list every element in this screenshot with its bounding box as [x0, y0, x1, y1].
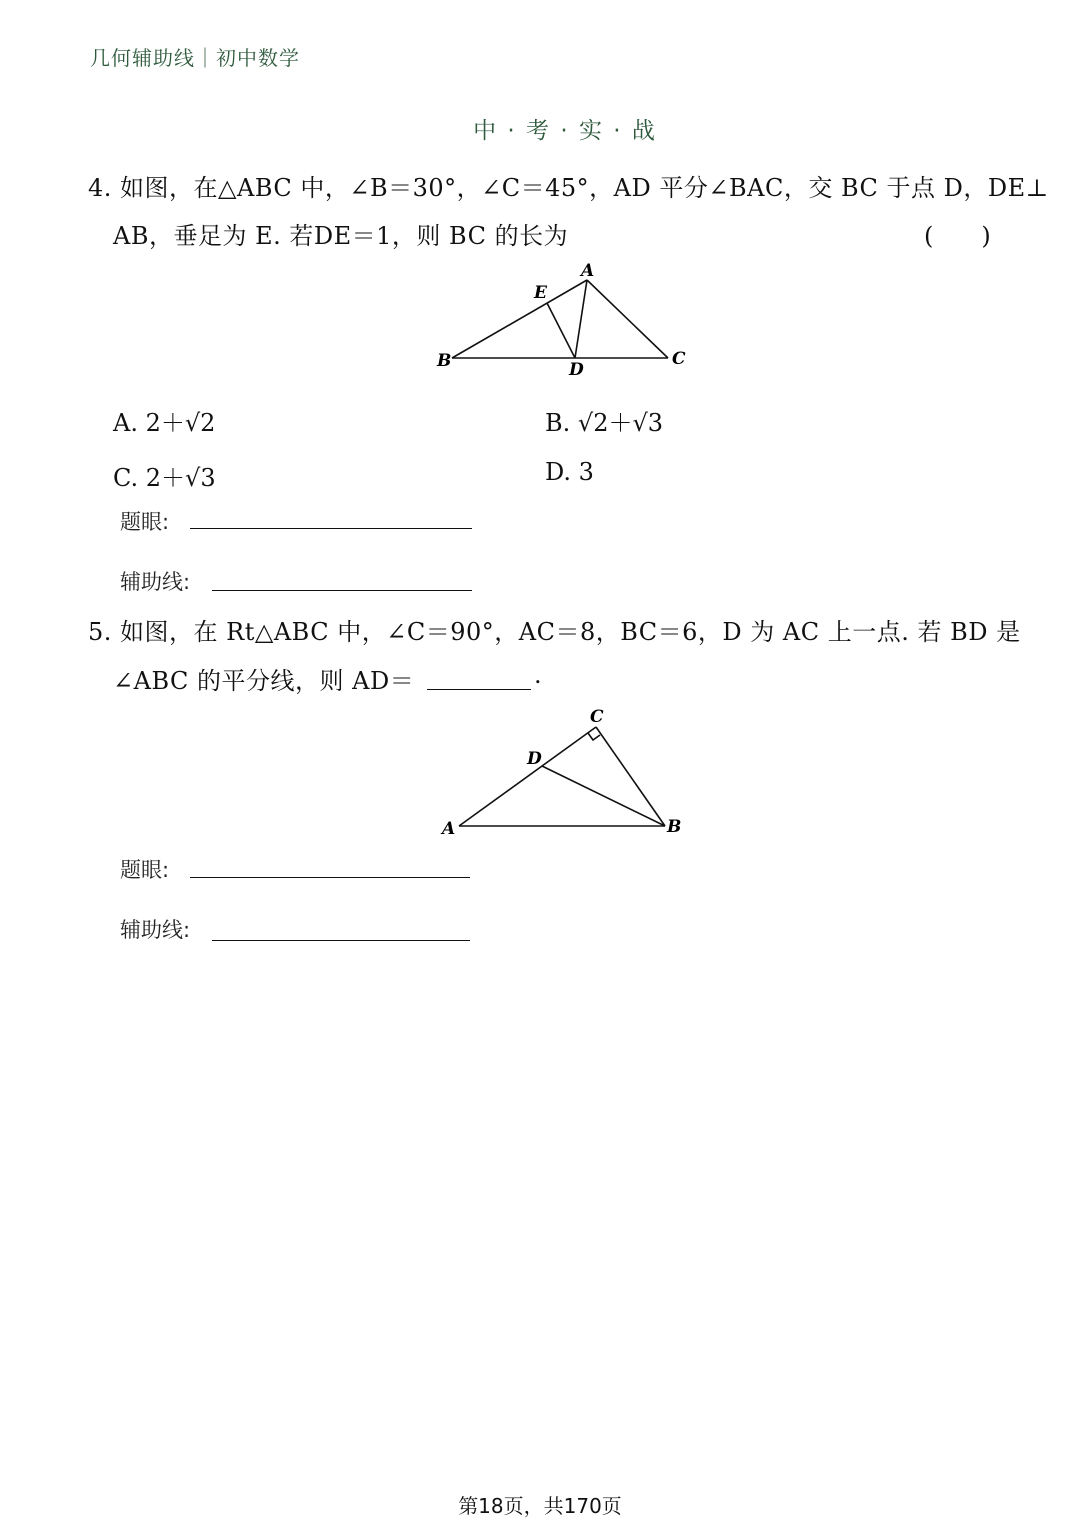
q4-line-1: 4. 如图，在△ABC 中，∠B＝30°，∠C＝45°，AD 平分∠BAC，交 BC 于点 D，DE⊥	[88, 174, 1049, 202]
q5-right-angle-mark	[588, 733, 600, 740]
q5-tiyan-label: 题眼:	[120, 858, 170, 882]
q4-tiyan-label: 题眼:	[120, 510, 170, 534]
q4-option-c: C. 2＋√3	[113, 464, 216, 492]
q5-segment-cb	[596, 727, 665, 826]
q4-option-d: D. 3	[545, 458, 594, 486]
page-footer: 第18页，共170页	[458, 1494, 622, 1518]
q5-label-b: B	[667, 817, 682, 837]
q5-segment-bd	[542, 766, 665, 826]
q4-figure	[430, 258, 710, 383]
q5-fuzhuxian-label: 辅助线:	[120, 918, 191, 942]
q5-fuzhuxian-line	[212, 940, 470, 941]
q4-label-a: A	[581, 261, 595, 281]
q5-label-c: C	[590, 707, 604, 727]
q4-option-b: B. √2＋√3	[545, 409, 664, 437]
q4-label-e: E	[534, 283, 547, 303]
q5-segment-ac	[459, 727, 596, 826]
q5-line-2: ∠ABC 的平分线，则 AD＝	[113, 667, 415, 695]
q5-line-1: 5. 如图，在 Rt△ABC 中，∠C＝90°，AC＝8，BC＝6，D 为 AC 上一点. 若 BD 是	[88, 618, 1021, 646]
page-header: 几何辅助线｜初中数学	[90, 46, 300, 70]
q4-label-c: C	[672, 349, 686, 369]
q5-label-a: A	[442, 819, 456, 839]
q4-segment-ab	[452, 280, 587, 358]
q4-fuzhuxian-line	[212, 590, 472, 591]
q5-figure	[437, 704, 707, 839]
q4-answer-paren: ( )	[924, 222, 991, 250]
q4-line-2: AB，垂足为 E. 若DE＝1，则 BC 的长为	[113, 222, 569, 250]
q4-label-d: D	[569, 360, 584, 380]
q5-label-d: D	[527, 749, 542, 769]
q5-answer-blank	[427, 689, 531, 690]
q4-segment-ac	[587, 280, 668, 358]
q4-segment-ad	[575, 280, 587, 358]
q4-option-a: A. 2＋√2	[113, 409, 216, 437]
q5-tiyan-line	[190, 877, 470, 878]
q4-fuzhuxian-label: 辅助线:	[120, 570, 191, 594]
q4-tiyan-line	[190, 528, 472, 529]
section-title: 中 · 考 · 实 · 战	[473, 118, 657, 144]
q4-label-b: B	[437, 351, 452, 371]
q5-line-2-end: .	[534, 661, 543, 689]
q4-segment-de	[547, 303, 575, 358]
